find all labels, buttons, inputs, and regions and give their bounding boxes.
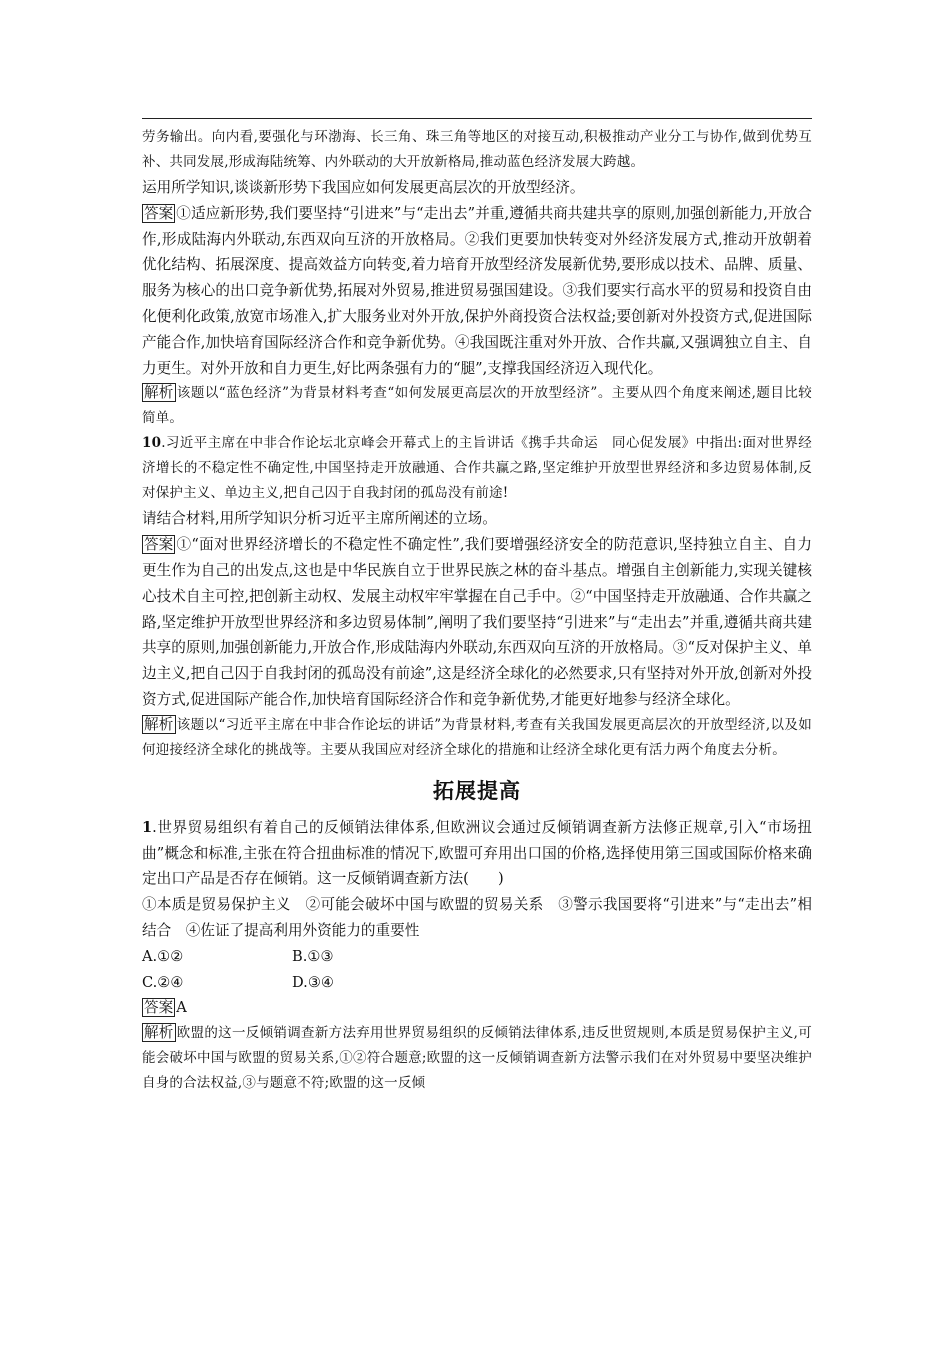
document-page: [142, 118, 812, 1096]
answer-text: ①“面对世界经济增长的不稳定性不确定性”,我们要增强经济安全的防范意识,坚持独立自主、自力更生作为自己的出发点,这也是中华民族自立于世界民族之林的奋斗基点。增强自主创新能力,实现关键核心技术自主可控,把创新主动权、发展主动权牢牢掌握在自己手中。②“中国坚持走开放融通、合作共赢之路,坚定维护开放型世界经济和多边贸易体制”,阐明了我们要坚持“引进来”与“走出去”并重,遵循共商共建共享的原则,加强创新能力,开放合作,形成陆海内外联动,东西双向互济的开放格局。③“反对保护主义、单边主义,把自己囚于自我封闭的孤岛没有前途”,这是经济全球化的必然要求,只有坚持对外开放,创新对外投资方式,促进国际产能合作,加快培育国际经济合作和竞争新优势,才能更好地参与经济全球化。: [142, 536, 812, 708]
options-row-1: [142, 944, 812, 970]
question-number: 1: [142, 818, 153, 836]
option-d: D.③④: [292, 973, 334, 991]
option-a: A.①②: [142, 947, 184, 965]
answer-label: 答案: [144, 536, 174, 554]
material-text: .习近平主席在中非合作论坛北京峰会开幕式上的主旨讲话《携手共命运 同心促发展》中指出:面对世界经济增长的不稳定性不确定性,中国坚持走开放融通、合作共赢之路,坚定维护开放型世界经济和多边贸易体制,反对保护主义、单边主义,把自己囚于自我封闭的孤岛没有前途!: [142, 435, 812, 502]
answer-label: 答案: [144, 999, 174, 1017]
question-10-material: [142, 431, 812, 506]
question-10-analysis: [142, 713, 812, 763]
option-c: C.②④: [142, 973, 184, 991]
exercise-1-analysis: [142, 1021, 812, 1096]
answer-text: ①适应新形势,我们要坚持“引进来”与“走出去”并重,遵循共商共建共享的原则,加强创新能力,开放合作,形成陆海内外联动,东西双向互济的开放格局。②我们更要加快转变对外经济发展方式,推动开放朝着优化结构、拓展深度、提高效益方向转变,着力培育开放型经济发展新优势,要形成以技术、品牌、质量、服务为核心的出口竞争新优势,拓展对外贸易,推进贸易强国建设。③我们要实行高水平的贸易和投资自由化便利化政策,放宽市场准入,扩大服务业对外开放,保护外商投资合法权益;要创新对外投资方式,促进国际产能合作,加快培育国际经济合作和竞争新优势。④我国既注重对外开放、合作共赢,又强调独立自主、自力更生。对外开放和自力更生,好比两条强有力的“腿”,支撑我国经济迈入现代化。: [142, 204, 812, 377]
question-9-answer: [142, 201, 812, 382]
analysis-label: 解析: [144, 384, 174, 402]
analysis-text: 该题以“习近平主席在中非合作论坛的讲话”为背景材料,考查有关我国发展更高层次的开放型经济,以及如何迎接经济全球化的挑战等。主要从我国应对经济全球化的措施和让经济全球化更有活力两个角度去分析。: [142, 716, 812, 758]
exercise-1-statements: ①本质是贸易保护主义 ②可能会破坏中国与欧盟的贸易关系 ③警示我国要将“引进来”与“走出去”相结合 ④佐证了提高利用外资能力的重要性: [142, 896, 812, 939]
options-row-2: [142, 970, 812, 996]
section-title: 拓展提高: [433, 778, 521, 803]
header-rule: [142, 118, 812, 119]
question-number: 10: [142, 435, 162, 452]
question-10-answer: [142, 532, 812, 713]
question-10-prompt: 请结合材料,用所学知识分析习近平主席所阐述的立场。: [142, 510, 497, 528]
analysis-text: 该题以“蓝色经济”为背景材料考查“如何发展更高层次的开放型经济”。主要从四个角度来阐述,题目比较简单。: [142, 385, 812, 427]
material-text: 劳务输出。向内看,要强化与环渤海、长三角、珠三角等地区的对接互动,积极推动产业分工与协作,做到优势互补、共同发展,形成海陆统筹、内外联动的大开放新格局,推动蓝色经济发展大跨越。: [142, 129, 812, 170]
question-9-prompt: 运用所学知识,谈谈新形势下我国应如何发展更高层次的开放型经济。: [142, 179, 585, 196]
question-9-analysis: [142, 381, 812, 431]
exercise-1-stem: [142, 815, 812, 892]
stem-text: .世界贸易组织有着自己的反倾销法律体系,但欧洲议会通过反倾销调查新方法修正规章,引入“市场扭曲”概念和标准,主张在符合扭曲标准的情况下,欧盟可弃用出口国的价格,选择使用第三国或国际价格来确定出口产品是否存在倾销。这一反倾销调查新方法( ): [142, 818, 812, 888]
answer-text: A: [176, 999, 187, 1017]
analysis-text: 欧盟的这一反倾销调查新方法弃用世界贸易组织的反倾销法律体系,违反世贸规则,本质是贸易保护主义,可能会破坏中国与欧盟的贸易关系,①②符合题意;欧盟的这一反倾销调查新方法警示我们在对外贸易中要坚决维护自身的合法权益,③与题意不符;欧盟的这一反倾: [142, 1025, 812, 1092]
answer-label: 答案: [144, 204, 174, 222]
analysis-label: 解析: [144, 715, 174, 733]
exercise-1-answer: [142, 995, 812, 1021]
analysis-label: 解析: [144, 1024, 174, 1042]
option-b: B.①③: [292, 947, 334, 965]
